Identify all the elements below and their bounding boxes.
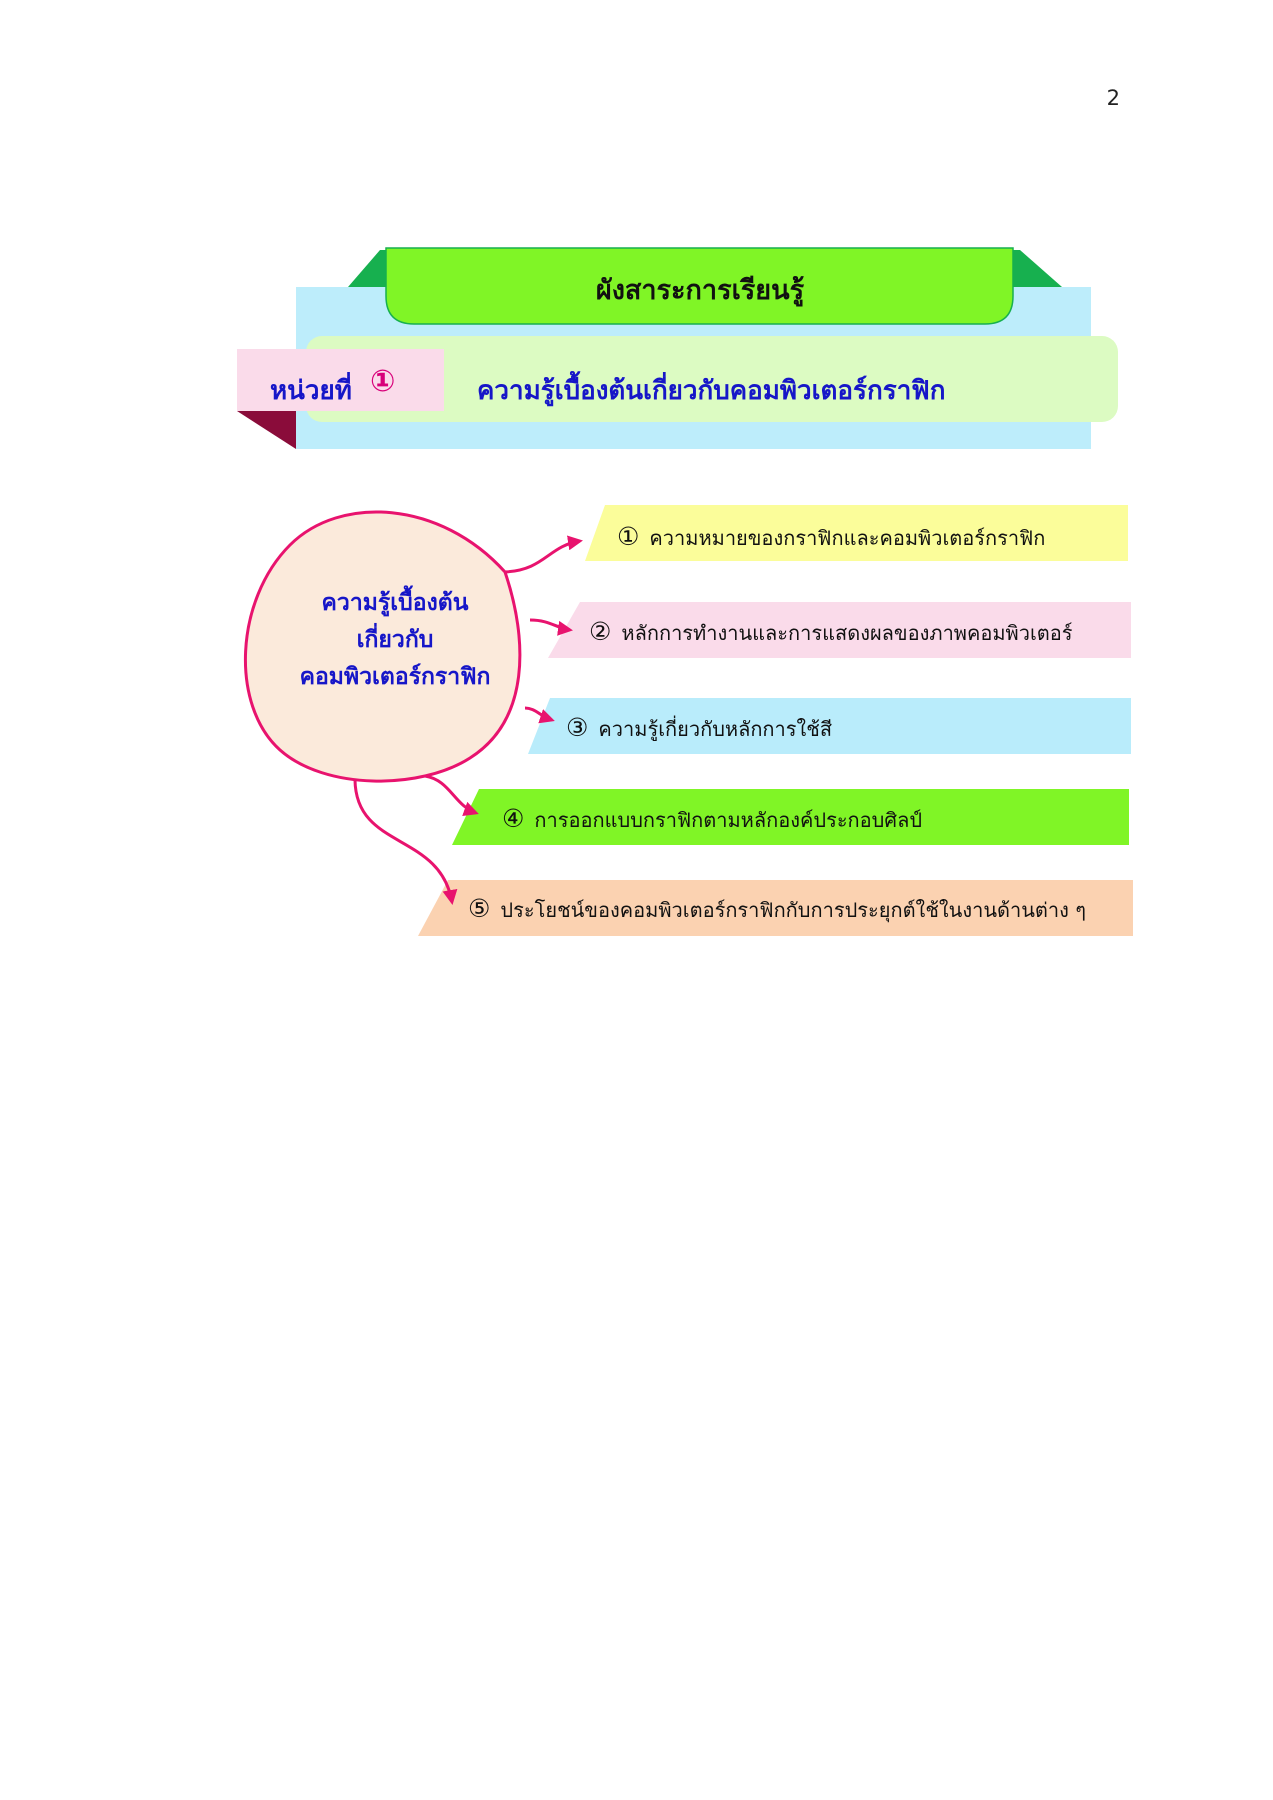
connector-arrow-1: [505, 541, 580, 572]
unit-label: หน่วยที่: [270, 376, 352, 406]
unit-title: ความรู้เบื้องต้นเกี่ยวกับคอมพิวเตอร์กราฟิก: [477, 376, 946, 406]
center-line-1: ความรู้เบื้องต้น: [321, 590, 469, 616]
unit-tab-fold: [237, 411, 296, 449]
page-number: 2: [1106, 86, 1120, 110]
map-title: ผังสาระการเรียนรู้: [595, 275, 805, 306]
topic-2-label: หลักการทำงานและการแสดงผลของภาพคอมพิวเตอร์: [621, 621, 1073, 645]
topic-1-number: ①: [617, 522, 640, 551]
topic-4-label: การออกแบบกราฟิกตามหลักองค์ประกอบศิลป์: [534, 808, 923, 832]
topic-3-number: ③: [566, 713, 589, 742]
topic-2: [589, 617, 1073, 649]
topic-1-label: ความหมายของกราฟิกและคอมพิวเตอร์กราฟิก: [649, 526, 1046, 550]
topic-5-label: ประโยชน์ของคอมพิวเตอร์กราฟิกกับการประยุกต์ใช้ในงานด้านต่าง ๆ: [500, 898, 1086, 922]
topic-4: [502, 804, 922, 836]
topic-5: [468, 894, 1086, 926]
connector-arrow-5: [355, 780, 452, 902]
center-line-3: คอมพิวเตอร์กราฟิก: [299, 664, 491, 690]
center-node-text: [255, 585, 535, 696]
connector-arrow-4: [425, 776, 476, 813]
topic-3-label: ความรู้เกี่ยวกับหลักการใช้สี: [598, 717, 833, 741]
topic-1: [617, 522, 1045, 554]
connector-arrow-2: [530, 620, 570, 630]
topic-4-number: ④: [502, 804, 525, 833]
topic-3: [566, 713, 832, 745]
topic-2-number: ②: [589, 617, 612, 646]
topic-5-number: ⑤: [468, 894, 491, 923]
unit-number: ①: [370, 364, 396, 399]
center-line-2: เกี่ยวกับ: [356, 627, 434, 653]
